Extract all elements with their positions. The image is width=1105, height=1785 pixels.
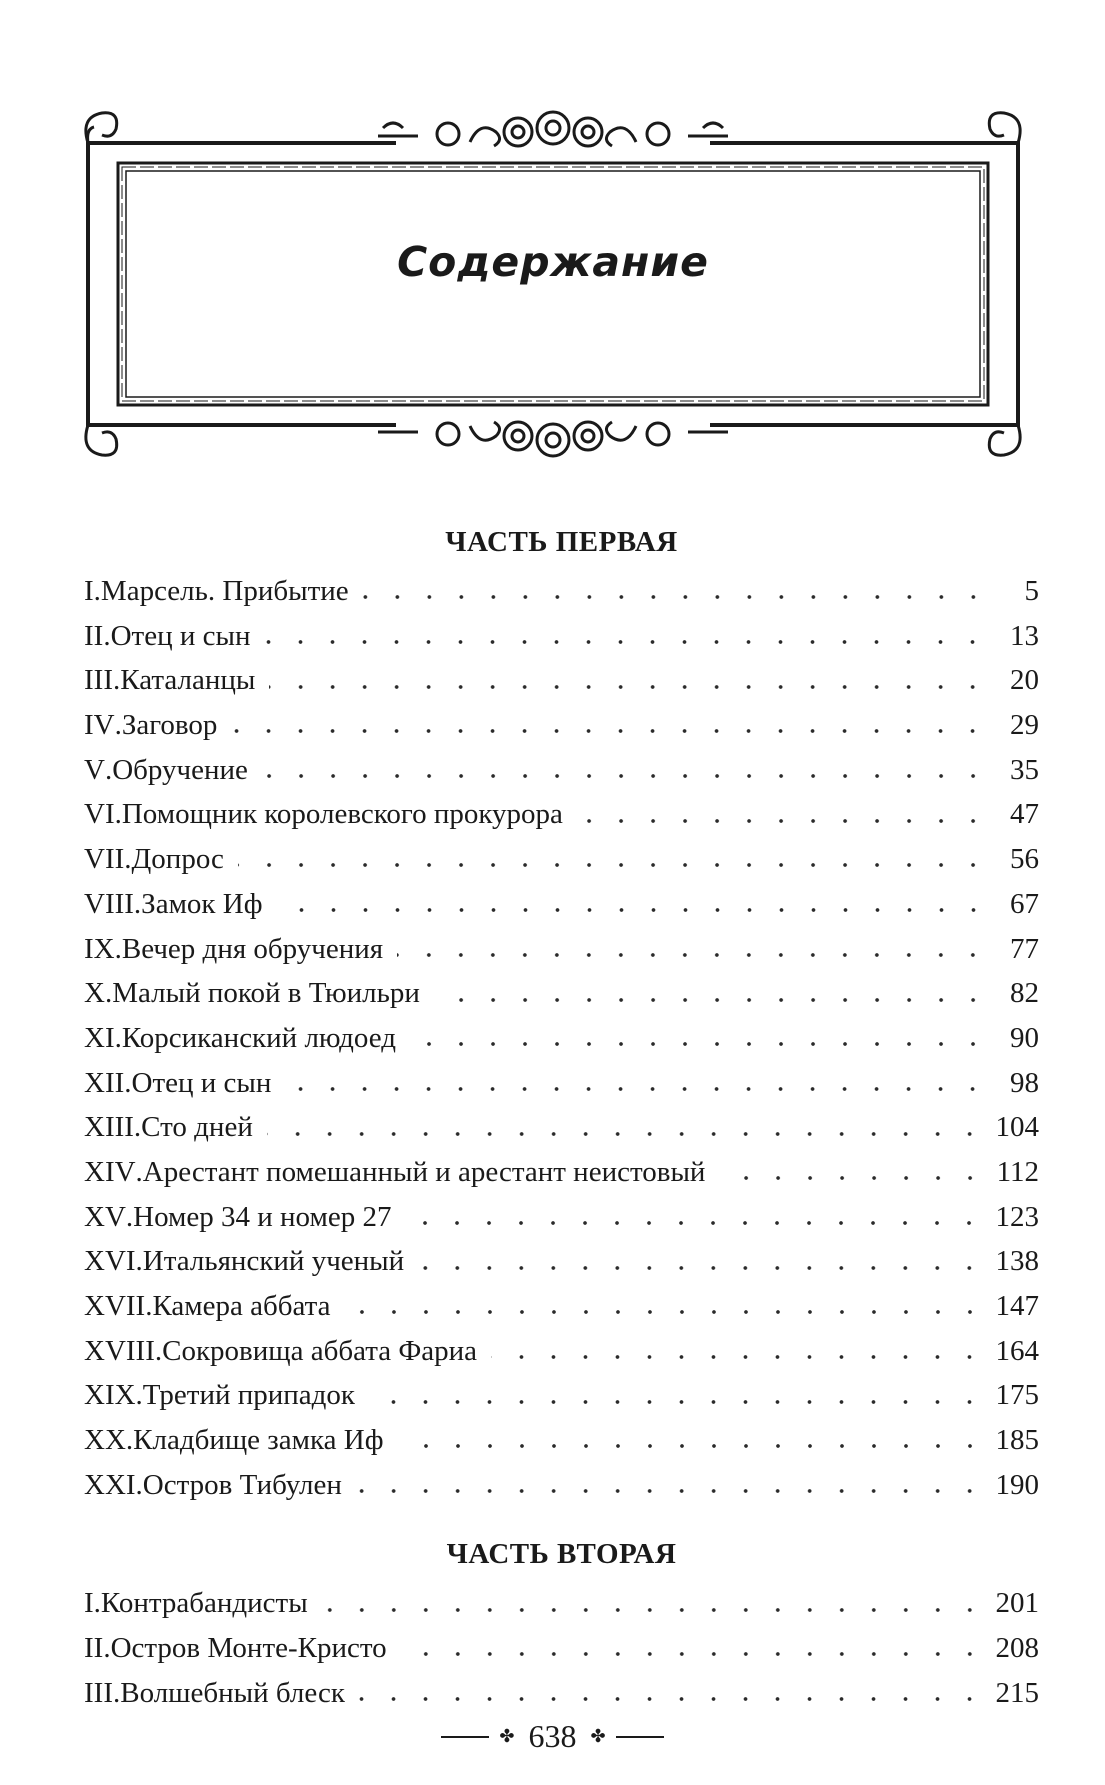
dot-leader — [719, 1176, 986, 1180]
chapter-page-number: 77 — [1010, 932, 1039, 965]
chapter-title: Итальянский ученый — [142, 1245, 405, 1278]
chapter-page-number: 90 — [1010, 1021, 1039, 1054]
chapter-title: Замок Иф — [141, 887, 263, 920]
chapter-page-number: 164 — [995, 1334, 1039, 1367]
chapter-number: II — [84, 1632, 104, 1665]
part-two — [84, 1527, 1039, 1715]
dot-leader — [262, 774, 989, 778]
toc-entry — [84, 1150, 1039, 1195]
toc-entry — [84, 837, 1039, 882]
chapter-number: V — [84, 753, 105, 786]
chapter-number: I — [84, 575, 94, 607]
chapter-number: VIII — [84, 887, 134, 920]
toc-entry — [84, 1195, 1039, 1240]
chapter-number: XII — [84, 1066, 125, 1099]
toc-entry — [84, 569, 1039, 614]
chapter-separator: . — [124, 1066, 132, 1099]
dot-leader — [401, 1652, 986, 1656]
fleuron-icon: ✤ — [590, 1726, 606, 1746]
toc-entry — [84, 927, 1039, 972]
page-footer — [0, 1718, 1105, 1755]
chapter-title: Помощник королевского прокурора — [121, 798, 563, 831]
toc-entry — [84, 1581, 1039, 1626]
dot-leader — [345, 1310, 986, 1314]
chapter-number: XX — [84, 1424, 126, 1457]
dot-leader — [285, 1087, 989, 1091]
chapter-page-number: 98 — [1010, 1066, 1039, 1099]
chapter-separator: . — [125, 1424, 134, 1457]
chapter-page-number: 35 — [1010, 753, 1039, 786]
chapter-separator: . — [104, 753, 113, 786]
chapter-page-number: 47 — [1010, 798, 1039, 831]
chapter-number: XVII — [84, 1290, 146, 1322]
chapter-title: Сто дней — [141, 1111, 253, 1144]
chapter-page-number: 29 — [1010, 709, 1039, 742]
toc-entry — [84, 1463, 1039, 1508]
toc-entry — [84, 1626, 1039, 1671]
chapter-title: Малый покой в Тюильри — [112, 977, 420, 1010]
chapter-separator: . — [112, 1676, 121, 1709]
chapter-separator: . — [114, 932, 122, 965]
dot-leader — [269, 685, 989, 689]
chapter-title: Остров Тибулен — [142, 1468, 342, 1501]
toc-entry — [84, 1061, 1039, 1106]
toc-entry — [84, 792, 1039, 837]
chapter-separator: . — [103, 1632, 111, 1665]
dot-leader — [322, 1608, 986, 1612]
dot-leader — [369, 1400, 985, 1404]
dot-leader — [577, 819, 989, 823]
chapter-page-number: 123 — [995, 1200, 1039, 1233]
chapter-number: II — [84, 619, 104, 652]
chapter-number: XV — [84, 1200, 126, 1233]
dot-leader — [405, 1221, 985, 1225]
chapter-separator: . — [103, 619, 111, 652]
dot-leader — [398, 1444, 986, 1448]
chapter-number: XIII — [84, 1111, 134, 1144]
chapter-separator: . — [114, 709, 122, 742]
chapter-page-number: 82 — [1010, 977, 1039, 1010]
fleuron-icon: ✤ — [499, 1726, 515, 1746]
page-number: 638 — [528, 1718, 577, 1754]
chapter-title: Заговор — [121, 709, 218, 742]
part-one — [84, 515, 1039, 1507]
chapter-page-number: 185 — [995, 1424, 1039, 1457]
chapter-page-number: 20 — [1010, 664, 1039, 697]
title-frame — [78, 108, 1028, 460]
chapter-title: Отец и сын — [110, 619, 251, 652]
chapter-number: XVI — [84, 1245, 136, 1278]
chapter-page-number: 56 — [1010, 843, 1039, 876]
toc-entry — [84, 971, 1039, 1016]
chapter-number: X — [84, 977, 105, 1010]
chapter-number: IX — [84, 932, 115, 965]
toc-entry — [84, 882, 1039, 927]
dot-leader — [277, 908, 990, 912]
chapter-separator: . — [135, 1155, 143, 1188]
dot-leader — [359, 1697, 986, 1701]
chapter-number: XIX — [84, 1379, 136, 1412]
dot-leader — [238, 863, 989, 867]
toc-entry — [84, 1016, 1039, 1061]
dot-leader — [418, 1266, 985, 1270]
dot-leader — [491, 1355, 985, 1359]
toc-entry — [84, 1105, 1039, 1150]
chapter-separator: . — [145, 1290, 153, 1322]
toc-entry — [84, 1329, 1039, 1374]
chapter-number: VII — [84, 843, 125, 876]
part-heading: ЧАСТЬ ПЕРВАЯ — [445, 526, 678, 558]
toc-entry — [84, 1418, 1039, 1463]
chapter-page-number: 13 — [1010, 619, 1039, 652]
chapter-title: Допрос — [131, 843, 224, 876]
chapter-page-number: 215 — [995, 1676, 1039, 1709]
chapter-number: XIV — [84, 1155, 136, 1188]
chapter-title: Обручение — [112, 753, 248, 786]
chapter-number: VI — [84, 798, 115, 831]
dot-leader — [264, 640, 989, 644]
chapter-separator: . — [154, 1334, 163, 1367]
toc-entry — [84, 658, 1039, 703]
footer-rule — [441, 1736, 489, 1738]
chapter-page-number: 175 — [995, 1379, 1039, 1412]
chapter-title: Кладбище замка Иф — [133, 1424, 384, 1457]
chapter-separator: . — [104, 977, 113, 1010]
dot-leader — [356, 1489, 986, 1493]
chapter-page-number: 67 — [1010, 887, 1039, 920]
chapter-separator: . — [93, 1587, 101, 1620]
chapter-page-number: 112 — [996, 1155, 1039, 1188]
toc-entry — [84, 1671, 1039, 1716]
chapter-separator: . — [135, 1245, 143, 1278]
chapter-page-number: 104 — [995, 1111, 1039, 1144]
chapter-separator: . — [135, 1379, 143, 1412]
dot-leader — [231, 729, 989, 733]
chapter-title: Третий припадок — [142, 1379, 356, 1412]
table-of-contents — [84, 515, 1039, 1716]
chapter-list — [84, 569, 1039, 1507]
chapter-title: Вечер дня обручения — [121, 932, 384, 965]
toc-entry — [84, 614, 1039, 659]
toc-entry — [84, 1239, 1039, 1284]
dot-leader — [363, 595, 989, 599]
chapter-separator: . — [124, 843, 132, 876]
chapter-separator: . — [133, 887, 142, 920]
toc-entry — [84, 748, 1039, 793]
chapter-number: XVIII — [84, 1334, 155, 1367]
toc-entry — [84, 1373, 1039, 1418]
chapter-title: Корсиканский людоед — [121, 1021, 396, 1054]
chapter-number: III — [84, 1676, 113, 1709]
chapter-page-number: 147 — [995, 1290, 1039, 1322]
chapter-list — [84, 1581, 1039, 1715]
chapter-number: III — [84, 664, 113, 697]
chapter-number: I — [84, 1587, 94, 1620]
page-title: Содержание — [397, 238, 709, 286]
footer-rule — [616, 1736, 664, 1738]
chapter-separator: . — [114, 1021, 122, 1054]
chapter-number: XI — [84, 1021, 115, 1054]
dot-leader — [267, 1132, 986, 1136]
chapter-separator: . — [112, 664, 121, 697]
chapter-separator: . — [114, 798, 122, 831]
dot-leader — [434, 998, 989, 1002]
chapter-separator: . — [125, 1200, 134, 1233]
chapter-page-number: 138 — [995, 1245, 1039, 1278]
chapter-page-number: 201 — [995, 1587, 1039, 1620]
chapter-title: Камера аббата — [152, 1290, 331, 1322]
chapter-title: Каталанцы — [120, 664, 256, 697]
dot-leader — [410, 1042, 989, 1046]
chapter-title: Отец и сын — [131, 1066, 272, 1099]
chapter-page-number: 208 — [995, 1632, 1039, 1665]
chapter-title: Марсель. Прибытие — [100, 575, 349, 607]
chapter-title: Арестант помешанный и арестант неистовый — [142, 1155, 706, 1188]
chapter-page-number: 190 — [995, 1468, 1039, 1501]
chapter-page-number: 5 — [1024, 575, 1039, 607]
chapter-title: Остров Монте-Кристо — [110, 1632, 387, 1665]
chapter-title: Номер 34 и номер 27 — [133, 1200, 392, 1233]
toc-entry — [84, 703, 1039, 748]
chapter-title: Контрабандисты — [100, 1587, 308, 1620]
dot-leader — [397, 953, 989, 957]
chapter-separator: . — [133, 1111, 142, 1144]
chapter-number: IV — [84, 709, 115, 742]
toc-entry — [84, 1284, 1039, 1329]
chapter-title: Волшебный блеск — [120, 1676, 345, 1709]
chapter-number: XXI — [84, 1468, 136, 1501]
chapter-title: Сокровища аббата Фариа — [162, 1334, 478, 1367]
chapter-separator: . — [135, 1468, 143, 1501]
chapter-separator: . — [93, 575, 101, 607]
part-heading: ЧАСТЬ ВТОРАЯ — [446, 1538, 677, 1571]
